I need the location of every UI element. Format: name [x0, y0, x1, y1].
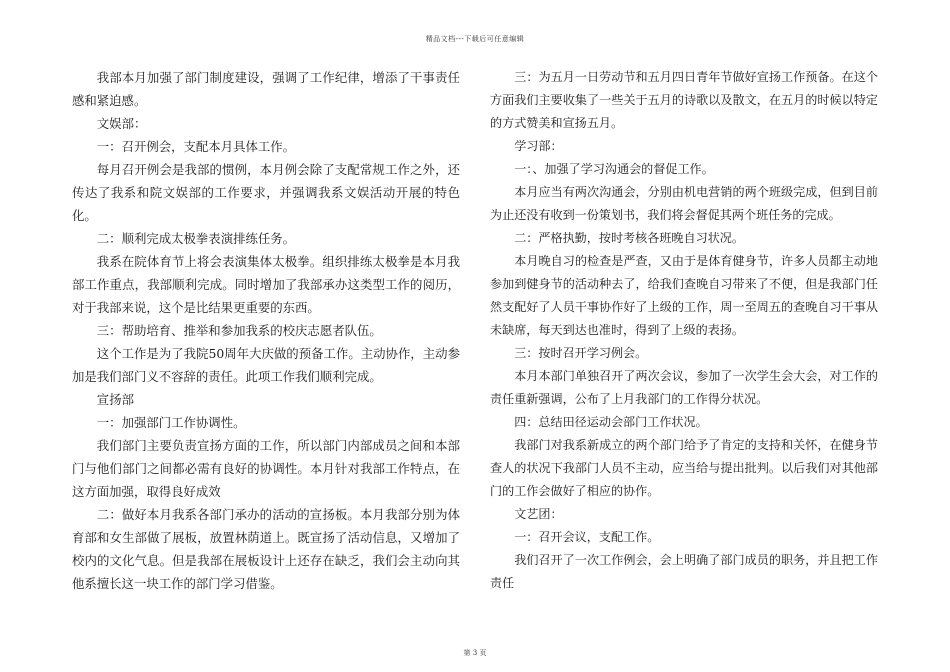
paragraph: 本月应当有两次沟通会，分别由机电营销的两个班级完成，但到目前为止还没有收到一份策划书，我们将会督促其两个班任务的完成。: [490, 185, 878, 222]
paragraph: 我部门对我系新成立的两个部门给予了肯定的支持和关怀，在健身节查人的状况下我部门人员不主动，应当给与提出批判。以后我们对其他部门的工作会做好了相应的协作。: [490, 438, 878, 498]
paragraph: 本月本部门单独召开了两次会议，参加了一次学生会大会，对工作的责任重新强调，公布了上月我部门的工作得分状况。: [490, 369, 878, 406]
item-heading: 一：加强部门工作协调性。: [96, 415, 246, 430]
paragraph: 三：为五月一日劳动节和五月四日青年节做好宣扬工作预备。在这个方面我们主要收集了一些关于五月的诗歌以及散文，在五月的时候以特定的方式赞美和宣扬五月。: [490, 70, 878, 130]
paragraph: 每月召开例会是我部的惯例，本月例会除了支配常规工作之外，还传达了我系和院文娱部的工作要求，并强调我系文娱活动开展的特色化。: [72, 162, 460, 223]
paragraph: 二：做好本月我系各部门承办的活动的宣扬板。本月我部分别为体育部和女生部做了展板，放置林荫道上。既宣扬了活动信息，又增加了校内的文化气息。但是我部在展板设计上还存在缺乏，我们会主动向其他系擅长这一块工作的部门学习借鉴。: [72, 507, 460, 591]
page-header: 精品文档---下载后可任意编辑: [425, 35, 525, 43]
page-number: 第 3 页: [463, 649, 487, 657]
paragraph: 这个工作是为了我院50周年大庆做的预备工作。主动协作，主动参加是我们部门义不容辞的责任。此项工作我们顺利完成。: [72, 346, 460, 384]
paragraph: 本月晚自习的检查是严查，又由于是体育健身节，许多人员都主动地参加到健身节的活动种去了，给我们查晚自习带来了不便，但是我部门任然支配好了人员干事协作好了上级的工作，周一至周五的查晚自习干事从未缺席，每天到达也准时，得到了上级的表扬。: [490, 254, 878, 337]
item-heading: 四：总结田径运动会部门工作状况。: [514, 415, 708, 429]
right-column: [490, 66, 878, 595]
paragraph: 我部本月加强了部门制度建设，强调了工作纪律，增添了干事责任感和紧迫感。: [72, 70, 460, 108]
section-heading: 文娱部：: [96, 116, 147, 131]
item-heading: 一：召开会议，支配工作。: [514, 530, 660, 544]
section-heading: 宣扬部: [96, 392, 134, 407]
item-heading: 三：帮助培育、推举和参加我系的校庆志愿者队伍。: [96, 323, 382, 338]
item-heading: 一：召开例会，支配本月具体工作。: [96, 139, 296, 154]
section-heading: 文艺团：: [514, 507, 563, 521]
item-heading: 二：严格执勤，按时考核各班晚自习状况。: [514, 231, 744, 245]
item-heading: 一：、加强了学习沟通会的督促工作。: [514, 162, 714, 176]
paragraph: 我系在院体育节上将会表演集体太极拳。组织排练太极拳是本月我部工作重点，我部顺利完成。同时增加了我部承办这类型工作的阅历，对于我部来说，这个是比结果更重要的东西。: [72, 254, 460, 315]
paragraph: 我们召开了一次工作例会，会上明确了部门成员的职务，并且把工作责任: [490, 553, 878, 590]
left-column: [72, 66, 460, 595]
paragraph: 我们部门主要负责宣扬方面的工作，所以部门内部成员之间和本部门与他们部门之间都必需有良好的协调性。本月针对我部工作特点，在这方面加强，取得良好成效: [72, 438, 460, 499]
item-heading: 二：顺利完成太极拳表演排练任务。: [96, 231, 296, 246]
item-heading: 三：按时召开学习例会。: [514, 346, 648, 360]
section-heading: 学习部：: [514, 139, 563, 153]
